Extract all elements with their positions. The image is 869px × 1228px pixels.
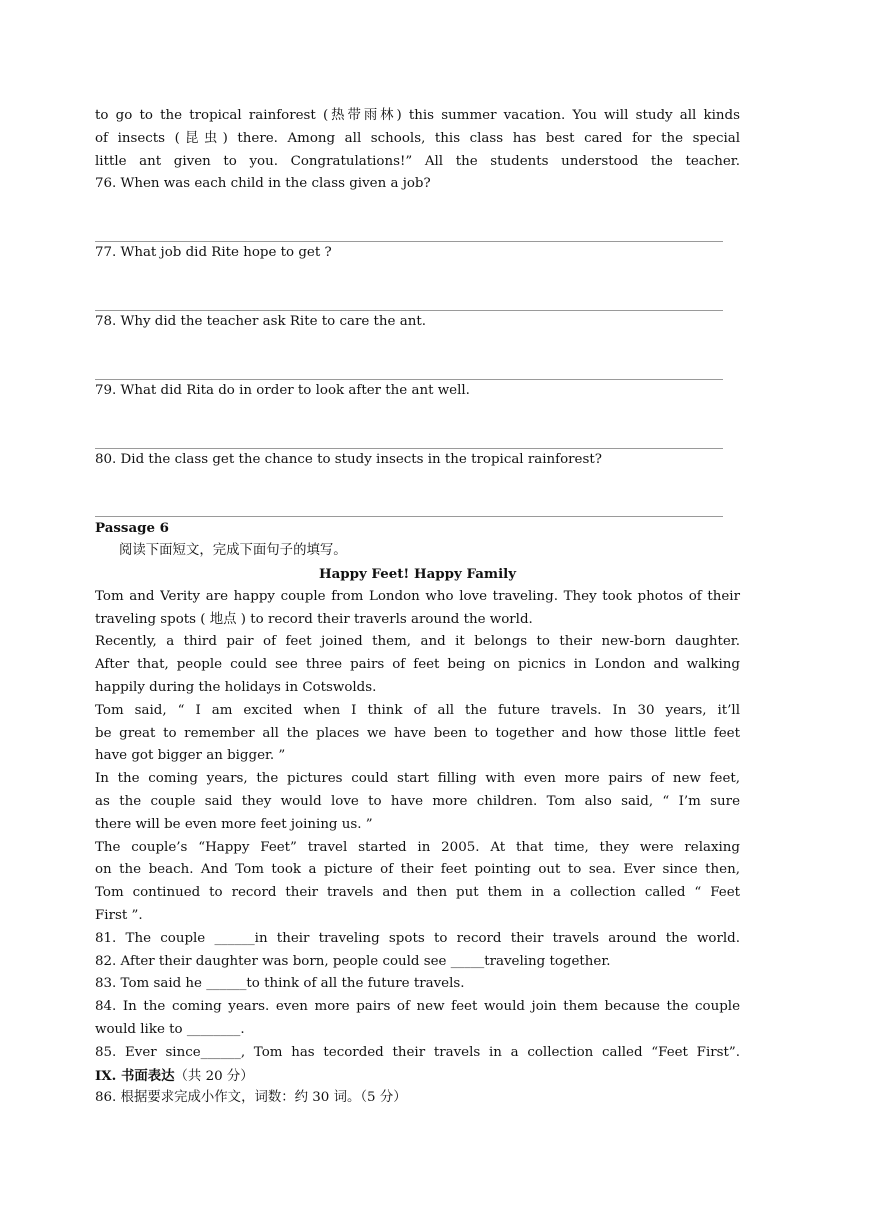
passage-label: Passage 6 <box>95 520 170 537</box>
article-line: After that, people could see three pairs of feet being on picnics in London and walking <box>95 657 740 673</box>
article-line: there will be even more feet joining us. ” <box>95 816 373 832</box>
question-76: 76. When was each child in the class given a job? <box>95 176 431 192</box>
section-heading-label: IX. 书面表达 <box>95 1067 175 1084</box>
answer-line-76[interactable] <box>95 196 723 242</box>
article-line: on the beach. And Tom took a picture of their feet pointing out to sea. Ever since then, <box>95 862 740 878</box>
article-line: First ”. <box>95 907 143 923</box>
exam-page <box>95 105 740 1110</box>
question-77: 77. What job did Rite hope to get ? <box>95 245 332 261</box>
question-86: 86. 根据要求完成小作文，词数：约 30 词。（5 分） <box>95 1090 407 1106</box>
fill-question-line: 83. Tom said he ______to think of all the future travels. <box>95 976 465 992</box>
article-line: have got bigger an bigger. ” <box>95 748 286 764</box>
article-line: Tom and Verity are happy couple from London who love traveling. They took photos of their <box>95 588 740 604</box>
question-80: 80. Did the class get the chance to study insects in the tropical rainforest? <box>95 451 602 467</box>
intro-line: of insects (昆虫) there. Among all schools, this class has best cared for the special <box>95 130 740 146</box>
fill-question-line: 85. Ever since______, Tom has tecorded their travels in a collection called “Feet First”. <box>95 1044 740 1060</box>
article-line: be great to remember all the places we have been to together and how those little feet <box>95 725 740 741</box>
question-list-76-80 <box>95 173 740 517</box>
fill-in-questions <box>95 928 740 1065</box>
article-line: happily during the holidays in Cotswolds. <box>95 679 377 695</box>
passage-instruction: 阅读下面短文，完成下面句子的填写。 <box>119 543 347 559</box>
fill-question-line: 81. The couple ______in their traveling spots to record their travels around the world. <box>95 930 740 946</box>
intro-paragraph <box>95 105 740 173</box>
intro-line: to go to the tropical rainforest (热带雨林) this summer vacation. You will study all kinds <box>95 108 740 123</box>
article-line: In the coming years, the pictures could start filling with even more pairs of new feet, <box>95 771 740 787</box>
article-line: The couple’s “Happy Feet” travel started in 2005. At that time, they were relaxing <box>95 839 740 855</box>
question-79: 79. What did Rita do in order to look after the ant well. <box>95 382 470 398</box>
article-line: as the couple said they would love to have more children. Tom also said, “ I’m sure <box>95 793 740 809</box>
article-line: Tom continued to record their travels and then put them in a collection called “ Feet <box>95 885 740 901</box>
fill-question-line: 82. After their daughter was born, people could see _____traveling together. <box>95 953 611 969</box>
article-title: Happy Feet! Happy Family <box>318 565 517 582</box>
intro-line: little ant given to you. Congratulations!” All the students understood the teacher. <box>95 153 740 169</box>
answer-line-80[interactable] <box>95 471 723 517</box>
fill-question-line: would like to ________. <box>95 1021 245 1037</box>
article-line: Recently, a third pair of feet joined them, and it belongs to their new-born daughter. <box>95 634 740 650</box>
article-line: Tom said, “ I am excited when I think of all the future travels. In 30 years, it’ll <box>95 702 740 718</box>
section-heading-score: （共 20 分） <box>174 1068 254 1084</box>
section-heading-writing <box>95 1065 740 1088</box>
answer-line-77[interactable] <box>95 265 723 311</box>
question-78: 78. Why did the teacher ask Rite to care the ant. <box>95 313 426 329</box>
fill-question-line: 84. In the coming years. even more pairs of new feet would join them because the couple <box>95 999 740 1015</box>
answer-line-79[interactable] <box>95 403 723 449</box>
article-body <box>95 586 740 928</box>
article-line: traveling spots ( 地点 ) to record their traverls around the world. <box>95 611 533 627</box>
answer-line-78[interactable] <box>95 334 723 380</box>
